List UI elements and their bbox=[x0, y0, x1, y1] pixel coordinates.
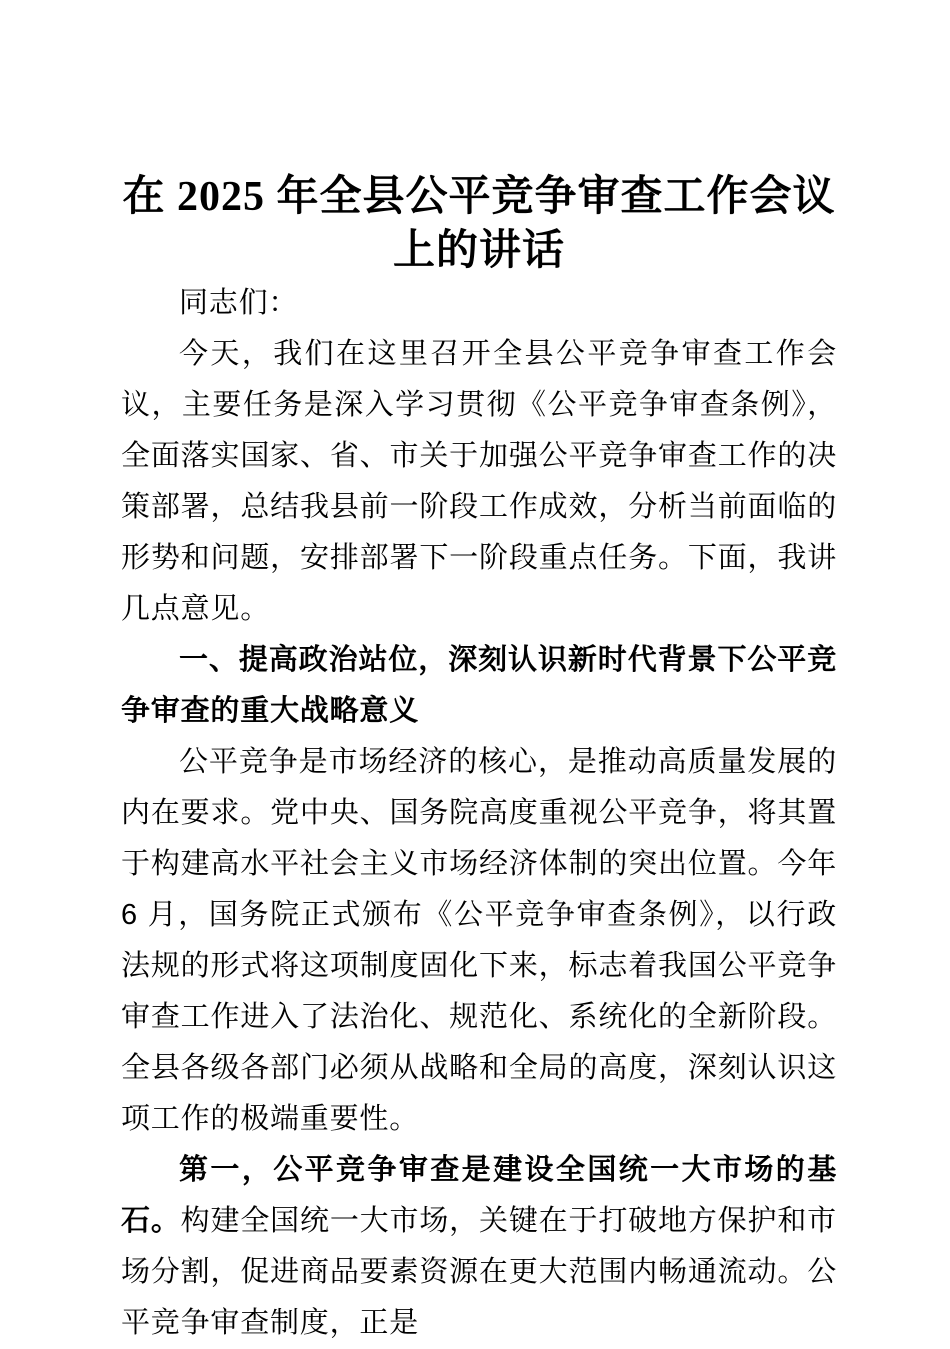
section-1-heading: 一、提高政治站位，深刻认识新时代背景下公平竞争审查的重大战略意义 bbox=[121, 644, 837, 727]
point-1-lead-sentence: 第一，公平竞争审查是建设全国统一大市场的基石。 bbox=[121, 1154, 837, 1237]
paragraph-point-1 bbox=[121, 1145, 837, 1349]
paragraph-section-1: 公平竞争是市场经济的核心，是推动高质量发展的内在要求。党中央、国务院高度重视公平竞争，将其置于构建高水平社会主义市场经济体制的突出位置。今年 6 月，国务院正式颁布《公平竞争审查条例》，以行政法规的形式将这项制度固化下来，标志着我国公平竞争审查工作进入了法治化、规范化、系统化的全新阶段。全县各级各部门必须从战略和全局的高度，深刻认识这项工作的极端重要性。 bbox=[121, 746, 837, 1135]
document-title-line-2: 上的讲话 bbox=[392, 228, 565, 274]
paragraph-opening: 今天，我们在这里召开全县公平竞争审查工作会议，主要任务是深入学习贯彻《公平竞争审查条例》，全面落实国家、省、市关于加强公平竞争审查工作的决策部署，总结我县前一阶段工作成效，分析当前面临的形势和问题，安排部署下一阶段重点任务。下面，我讲几点意见。 bbox=[121, 338, 837, 625]
document-title bbox=[121, 170, 837, 278]
point-1-body-text: 构建全国统一大市场，关键在于打破地方保护和市场分割，促进商品要素资源在更大范围内畅通流动。公平竞争审查制度，正是 bbox=[121, 1205, 837, 1339]
document-title-line-1: 在 2025 年全县公平竞争审查工作会议 bbox=[122, 174, 836, 220]
salutation: 同志们： bbox=[179, 287, 299, 319]
